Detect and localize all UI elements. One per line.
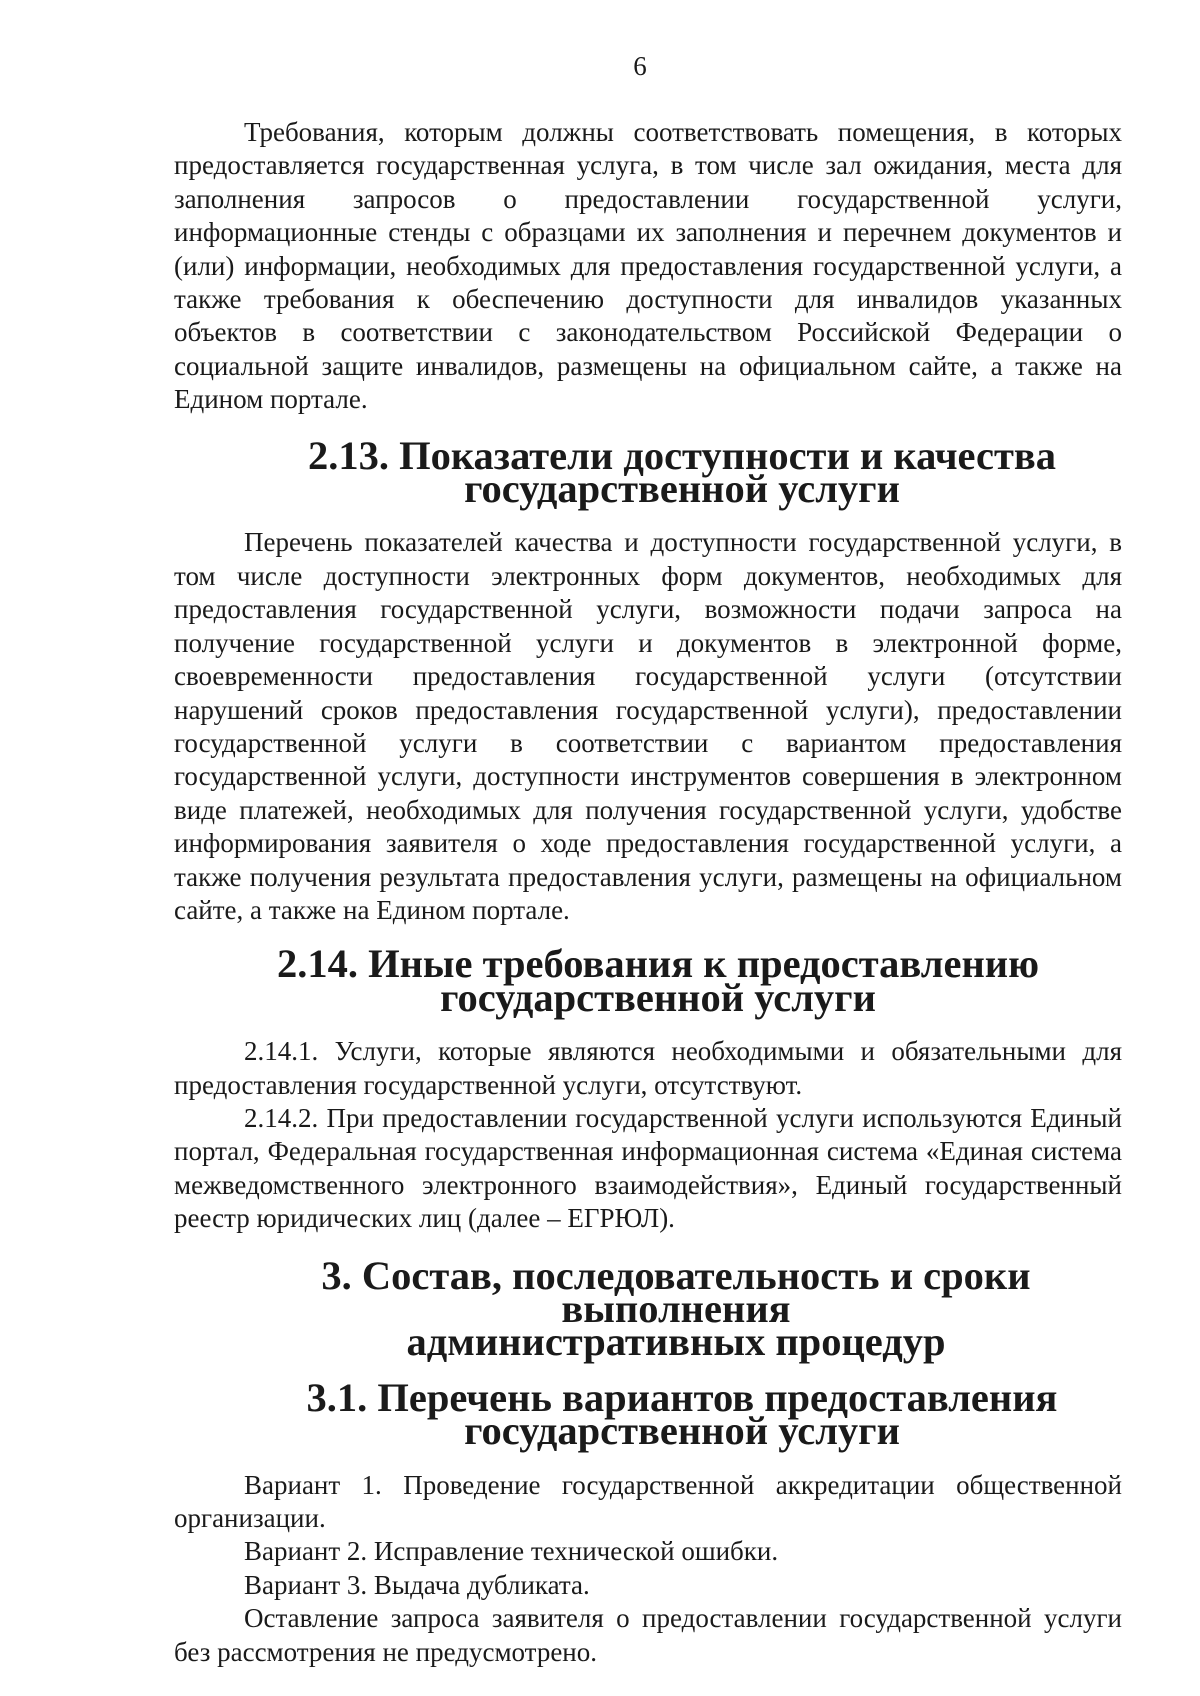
section-2-14-heading: 2.14. Иные требования к предоставлению государственной услуги xyxy=(276,941,1040,1020)
section-3-heading-line-2: административных процедур xyxy=(406,1319,946,1365)
document-body xyxy=(174,116,1122,1669)
section-3-heading-line-1: 3. Состав, последовательность и сроки выполнения xyxy=(321,1252,1031,1331)
page-number: 6 xyxy=(633,51,647,81)
variant-3-item: Вариант 3. Выдача дубликата. xyxy=(244,1569,590,1600)
intro-paragraph: Требования, которым должны соответствовать помещения, в которых предоставляется государственная услуга, в том числе зал ожидания, места для заполнения запросов о предоставлении государственной услуги, информационные стенды с образцами их заполнения и перечнем документов и (или) информации, необходимых для предоставления государственной услуги, а также требования к обеспечению доступности для инвалидов указанных объектов в соответствии с законодательством Российской Федерации о социальной защите инвалидов, размещены на официальном сайте, а также на Едином портале. xyxy=(174,117,1122,415)
variant-1-item: Вариант 1. Проведение государственной аккредитации общественной организации. xyxy=(174,1469,1122,1534)
section-2-13-paragraph: Перечень показателей качества и доступности государственной услуги, в том числе доступности электронных форм документов, необходимых для предоставления государственной услуги, возможности подачи запроса на получение государственной услуги и документов в электронной форме, своевременности предоставления государственной услуги (отсутствии нарушений сроков предоставления государственной услуги), предоставлении государственной услуги в соответствии с вариантом предоставления государственной услуги, доступности инструментов совершения в электронном виде платежей, необходимых для получения государственной услуги, удобстве информирования заявителя о ходе предоставления государственной услуги, а также получения результата предоставления услуги, размещены на официальном сайте, а также на Едином портале. xyxy=(174,527,1122,925)
variant-2-item: Вариант 2. Исправление технической ошибки. xyxy=(244,1536,779,1567)
section-3-1-heading: 3.1. Перечень вариантов предоставления государственной услуги xyxy=(306,1374,1058,1454)
section-2-14-1-paragraph: 2.14.1. Услуги, которые являются необходимыми и обязательными для предоставления государственной услуги, отсутствуют. xyxy=(174,1036,1122,1100)
closing-paragraph: Оставление запроса заявителя о предоставлении государственной услуги без рассмотрения не предусмотрено. xyxy=(174,1603,1122,1667)
section-2-14-2-paragraph: 2.14.2. При предоставлении государственной услуги используются Единый портал, Федеральная государственная информационная система «Единая система межведомственного электронного взаимодействия», Единый государственный реестр юридических лиц (далее – ЕГРЮЛ). xyxy=(174,1102,1122,1234)
section-2-13-heading: 2.13. Показатели доступности и качества государственной услуги xyxy=(307,432,1057,512)
variants-list xyxy=(174,1469,1122,1669)
section-3-heading xyxy=(174,1252,1122,1365)
